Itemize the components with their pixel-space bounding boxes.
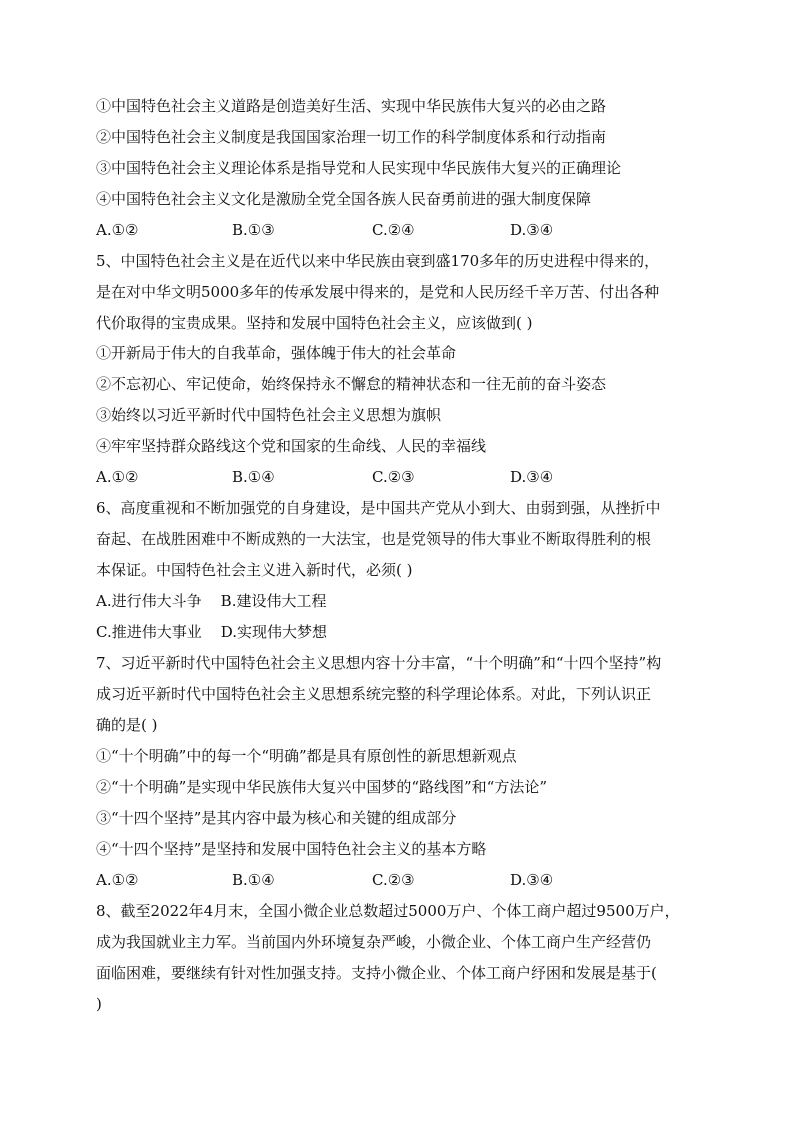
q6-stem-line-2: 奋起、在战胜困难中不断成熟的一大法宝，也是党领导的伟大事业不断取得胜利的根 — [96, 530, 652, 548]
q8-stem-line-2: 成为我国就业主力军。当前国内外环境复杂严峻，小微企业、个体工商户生产经营仍 — [96, 933, 652, 951]
q7-option-a: A.①② — [96, 871, 139, 889]
q5-option-c: C.②③ — [372, 468, 415, 486]
q6-stem-line-1: 6、高度重视和不断加强党的自身建设，是中国共产党从小到大、由弱到强，从挫折中 — [96, 499, 661, 517]
q4-option-b: B.①③ — [232, 221, 275, 239]
q4-options — [96, 219, 696, 241]
q7-statement-3: ③“十四个坚持”是其内容中最为核心和关键的组成部分 — [96, 809, 457, 827]
q7-statement-2: ②“十个明确”是实现中华民族伟大复兴中国梦的“路线图”和“方法论” — [96, 778, 548, 796]
q6-options-line-1: A.进行伟大斗争 B.建设伟大工程 — [96, 592, 327, 610]
q5-options — [96, 466, 696, 488]
q7-statement-1: ①“十个明确”中的每一个“明确”都是具有原创性的新思想新观点 — [96, 747, 517, 765]
q6-options-line-2: C.推进伟大事业 D.实现伟大梦想 — [96, 623, 328, 641]
q4-option-a: A.①② — [96, 221, 139, 239]
q5-stem-line-3: 代价取得的宝贵成果。坚持和发展中国特色社会主义，应该做到( ) — [96, 314, 533, 332]
q5-stem-line-1: 5、中国特色社会主义是在近代以来中华民族由衰到盛170多年的历史进程中得来的， — [96, 252, 660, 270]
q5-statement-3: ③始终以习近平新时代中国特色社会主义思想为旗帜 — [96, 406, 442, 424]
q8-stem-line-1: 8、截至2022年4月末，全国小微企业总数超过5000万户、个体工商户超过9500万户， — [96, 902, 680, 920]
q7-stem-line-3: 确的是( ) — [96, 716, 158, 734]
q7-options — [96, 869, 696, 891]
q4-statement-4: ④中国特色社会主义文化是激励全党全国各族人民奋勇前进的强大制度保障 — [96, 190, 592, 208]
q4-option-c: C.②④ — [372, 221, 415, 239]
q4-statement-1: ①中国特色社会主义道路是创造美好生活、实现中华民族伟大复兴的必由之路 — [96, 97, 607, 115]
q5-stem-line-2: 是在对中华文明5000多年的传承发展中得来的，是党和人民历经千辛万苦、付出各种 — [96, 283, 660, 301]
q5-statement-4: ④牢牢坚持群众路线这个党和国家的生命线、人民的幸福线 — [96, 437, 487, 455]
q4-statement-3: ③中国特色社会主义理论体系是指导党和人民实现中华民族伟大复兴的正确理论 — [96, 159, 622, 177]
q7-stem-line-1: 7、习近平新时代中国特色社会主义思想内容十分丰富，“十个明确”和“十四个坚持”构 — [96, 654, 662, 672]
q8-stem-line-3: 面临困难，要继续有针对性加强支持。支持小微企业、个体工商户纾困和发展是基于( — [96, 964, 657, 982]
q8-stem-line-4: ) — [96, 995, 102, 1013]
q7-option-b: B.①④ — [232, 871, 275, 889]
q5-option-d: D.③④ — [510, 468, 554, 486]
q4-statement-2: ②中国特色社会主义制度是我国国家治理一切工作的科学制度体系和行动指南 — [96, 128, 607, 146]
q5-statement-1: ①开新局于伟大的自我革命，强体魄于伟大的社会革命 — [96, 344, 457, 362]
q7-option-c: C.②③ — [372, 871, 415, 889]
q4-option-d: D.③④ — [510, 221, 554, 239]
q7-option-d: D.③④ — [510, 871, 554, 889]
q7-statement-4: ④“十四个坚持”是坚持和发展中国特色社会主义的基本方略 — [96, 840, 487, 858]
q6-stem-line-3: 本保证。中国特色社会主义进入新时代，必须( ) — [96, 561, 413, 579]
q7-stem-line-2: 成习近平新时代中国特色社会主义思想系统完整的科学理论体系。对此，下列认识正 — [96, 685, 652, 703]
q5-statement-2: ②不忘初心、牢记使命，始终保持永不懈怠的精神状态和一往无前的奋斗姿态 — [96, 375, 607, 393]
q5-option-b: B.①④ — [232, 468, 275, 486]
q5-option-a: A.①② — [96, 468, 139, 486]
